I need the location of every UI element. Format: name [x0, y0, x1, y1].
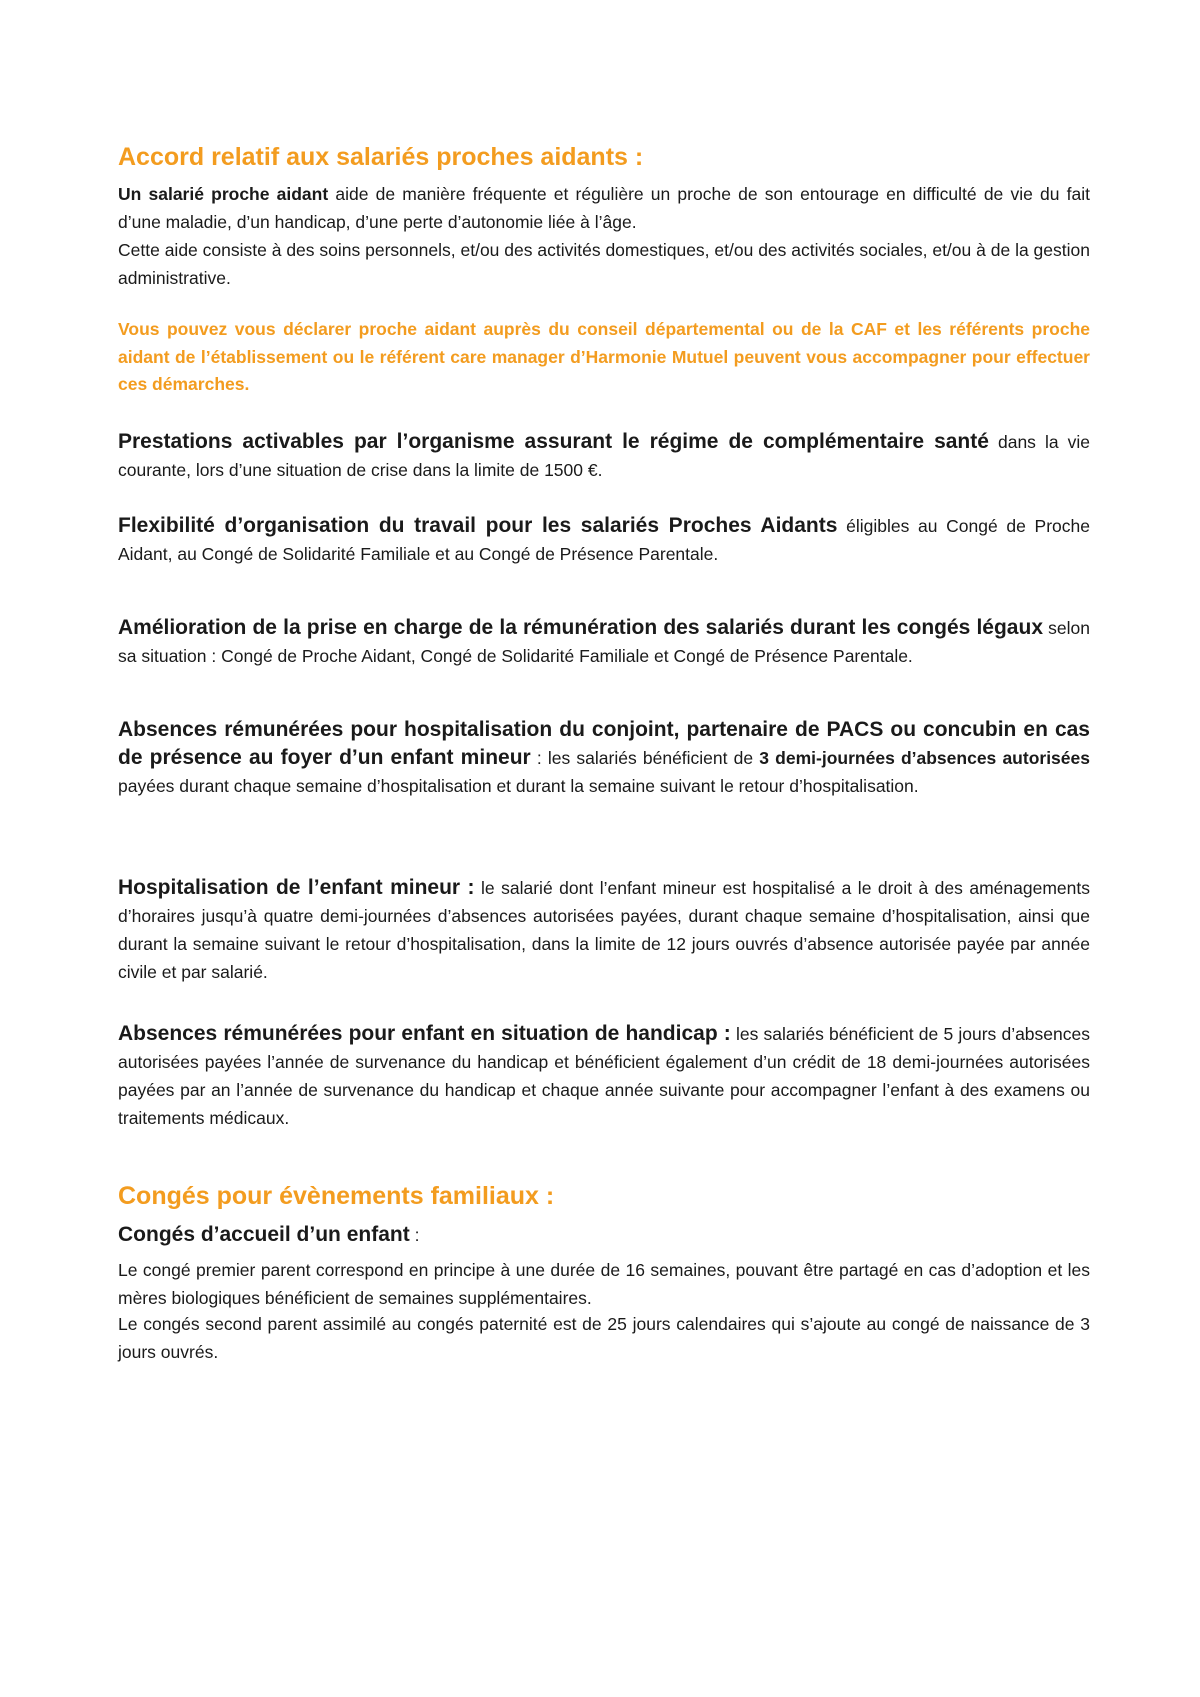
paragraph-definition: [118, 180, 1090, 236]
item-hospitalisation-conjoint: [118, 716, 1090, 800]
paragraph-second-parent: Le congés second parent assimilé au congés paternité est de 25 jours calendaires qui s’ajoute au congé de naissance de 3 jours ouvrés.: [118, 1314, 1090, 1362]
item-text: selon sa situation : Congé de Proche Aidant, Congé de Solidarité Familiale et Congé de Présence Parentale.: [118, 618, 1090, 666]
highlight-note: Vous pouvez vous déclarer proche aidant auprès du conseil départemental ou de la CAF et les référents proche aidant de l’établissement ou le référent care manager d’Harmonie Mutuel peuvent vous accompagner pour effectuer ces démarches.: [118, 319, 1090, 394]
subsection-suffix: :: [409, 1225, 420, 1245]
item-handicap: [118, 1020, 1090, 1132]
section-title-conges-familiaux: Congés pour évènements familiaux :: [118, 1182, 555, 1210]
item-text: éligibles au Congé de Proche Aidant, au Congé de Solidarité Familiale et au Congé de Présence Parentale.: [118, 516, 1090, 564]
item-emphasis: 3 demi-journées d’absences autorisées: [759, 748, 1090, 768]
item-text: payées durant chaque semaine d’hospitalisation et durant la semaine suivant le retour d’hospitalisation.: [118, 776, 919, 796]
item-text: les salariés bénéficient de 5 jours d’absences autorisées payées l’année de survenance du handicap et bénéficient également d’un crédit de 18 demi-journées autorisées payées par an l’année de survenance du handicap et chaque année suivante pour accompagner l’enfant à des examens ou traitements médicaux.: [118, 1024, 1090, 1128]
item-lead: Hospitalisation de l’enfant mineur :: [118, 876, 475, 899]
item-lead: Absences rémunérées pour hospitalisation du conjoint, partenaire de PACS ou concubin en cas de présence au foyer d’un enfant mineur: [118, 718, 1090, 769]
item-lead: Amélioration de la prise en charge de la rémunération des salariés durant les congés légaux: [118, 616, 1043, 639]
item-remuneration: [118, 614, 1090, 670]
item-flexibilite: [118, 512, 1090, 568]
subsection-label: Congés d’accueil d’un enfant: [118, 1223, 410, 1246]
item-lead: Absences rémunérées pour enfant en situation de handicap :: [118, 1022, 731, 1045]
section-title-proches-aidants: Accord relatif aux salariés proches aidants :: [118, 143, 644, 171]
item-hospitalisation-enfant: [118, 874, 1090, 986]
item-text: le salarié dont l’enfant mineur est hospitalisé a le droit à des aménagements d’horaires jusqu’à quatre demi-journées d’absences autorisées payées, durant chaque semaine d’hospitalisation, ainsi que durant la semaine suivant le retour d’hospitalisation, dans la limite de 12 jours ouvrés d’absence autorisée payée par année civile et par salarié.: [118, 878, 1090, 982]
paragraph-premier-parent: Le congé premier parent correspond en principe à une durée de 16 semaines, pouvant être partagé en cas d’adoption et les mères biologiques bénéficient de semaines supplémentaires.: [118, 1260, 1090, 1308]
item-lead: Flexibilité d’organisation du travail pour les salariés Proches Aidants: [118, 514, 838, 537]
paragraph-aid-description: Cette aide consiste à des soins personnels, et/ou des activités domestiques, et/ou des activités sociales, et/ou à de la gestion administrative.: [118, 240, 1090, 288]
item-prestations: [118, 428, 1090, 484]
item-lead: Prestations activables par l’organisme assurant le régime de complémentaire santé: [118, 430, 989, 453]
item-text: : les salariés bénéficient de: [530, 748, 760, 768]
item-text: dans la vie courante, lors d’une situation de crise dans la limite de 1500 €.: [118, 432, 1090, 480]
definition-text: aide de manière fréquente et régulière un proche de son entourage en difficulté de vie du fait d’une maladie, d’un handicap, d’une perte d’autonomie liée à l’âge.: [118, 184, 1090, 232]
definition-term: Un salarié proche aidant: [118, 184, 329, 204]
subsection-title-accueil-enfant: [118, 1220, 1090, 1250]
